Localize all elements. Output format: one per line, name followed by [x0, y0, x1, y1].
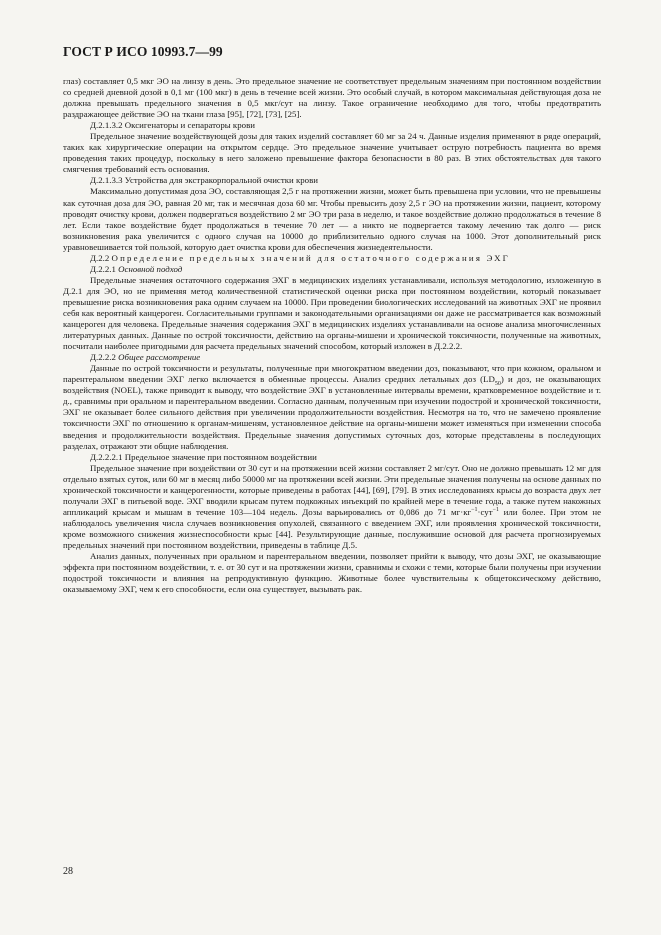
heading-d221-text: Основной подход [118, 263, 183, 274]
heading-d22-text: Определение предельных значений для остаточного содержания ЭХГ [111, 252, 510, 263]
ld-subscript: 50 [494, 381, 501, 388]
paragraph-eye-limit: глаз) составляет 0,5 мкг ЭО на линзу в день. Это предельное значение не соответствует предельным значениям при постоянном воздействии со средней дневной дозой в 0,1 мг (100 мкг) в день в течение всей жизни. Это особый случай, в котором максимальная действующая доза не должна превышать предельного значения в 0,5 мкг/сут на линзу. Такое ограничение необходимо для того, чтобы предотвратить раздражающее действие ЭО на ткани глаза [95], [72], [73], [25]. [63, 76, 601, 120]
paragraph-data-analysis: Анализ данных, полученных при оральном и парентеральном введении, позволяет прийти к выводу, что дозы ЭХГ, не оказывающие эффекта при постоянном воздействии, т. е. от 30 сут и на протяжении жизни, сравнимы и схожи с теми, которые были получены при изучении подострой токсичности и влияния на репродуктивную функцию. Животные более чувствительны к общетоксическому действию, оказываемому ЭХГ, чем к его способности, если она существует, вызывать рак. [63, 551, 601, 595]
heading-d22-number: Д.2.2 [90, 252, 110, 263]
paragraph-general-part-a: Данные по острой токсичности и результаты, полученные при многократном введении доз, показывают, что при кожном, оральном и парентеральном введении ЭХГ легко включается в обменные процессы. Анализ средних летальных доз (LD [63, 363, 601, 385]
paragraph-general-consideration [63, 363, 601, 451]
heading-d221 [63, 264, 601, 275]
paragraph-permanent-part-a: Предельное значение при воздействии от 30 сут и на протяжении всей жизни составляет 2 мг/сут. Оно не должно превышать 12 мг для отдельно взятых суток, или 60 мг в месяц либо 50000 мг на протяжении всей жизни. Эти предельные значения получены на основе данных по хронической токсичности и канцерогенности, которые приведены в работах [44], [69], [79]. В этих исследованиях крысы до возраста двух лет получали ЭХГ в питьевой воде. ЭХГ вводили крысам путем подкожных инъекций по крайней мере в течение года, а также путем накожных аппликаций крысам и мышам в течение 103—104 недель. Дозы варьировались от 0,086 до 71 мг·кг [63, 462, 601, 517]
heading-d22 [63, 253, 601, 264]
paragraph-permanent-exposure [63, 463, 601, 551]
document-body [63, 76, 601, 595]
heading-d2133: Д.2.1.3.3 Устройства для экстракорпоральной очистки крови [90, 175, 319, 186]
paragraph-oxygenators: Предельное значение воздействующей дозы для таких изделий составляет 60 мг за 24 ч. Данные изделия применяют в ряде операций, таких как хирургические операции на открытом сердце. Это предельное значение учитывает острую потребность пациента во время проведения таких процедур, поскольку в него заложено превышение фактора безопасности в 80 раз. В этих обстоятельствах для такого смягчения требований есть основания. [63, 131, 601, 175]
unit-superscript-2: −1 [492, 506, 499, 513]
paragraph-general-part-b: ) и доз, не оказывающих воздействия (NOEL), также приводит к выводу, что воздействие ЭХГ в установленные интервалы времени, кратковременное воздействие и т. д., сравнимы при оральном и парентеральном введении. Согласно данным, полученным при изучении подострой и хронической токсичности, ЭХГ не оказывает более сильного действия при увеличении продолжительности воздействия. Несмотря на то, что не замечено проявление токсичности ЭХГ по отношению к органам-мишеням, установленное действие на органы-мишени может изменяться при изменении способа введения и продолжительности воздействия. Предельные значения допустимых суточных доз, которые представлены в последующих разделах, отражают эти общие наблюдения. [63, 374, 601, 451]
heading-d222 [63, 352, 601, 363]
running-header: ГОСТ Р ИСО 10993.7—99 [63, 44, 223, 59]
unit-day: ·сут [477, 506, 493, 517]
heading-d222-number: Д.2.2.2 [90, 352, 116, 363]
unit-superscript-1: −1 [471, 506, 478, 513]
heading-d221-number: Д.2.2.1 [90, 263, 116, 274]
heading-d2132: Д.2.1.3.2 Оксигенаторы и сепараторы крови [90, 120, 255, 131]
paragraph-basic-approach: Предельные значения остаточного содержания ЭХГ в медицинских изделиях устанавливали, используя методологию, изложенную в Д.2.1 для ЭО, но не применяя метод количественной статистической оценки риска при постоянном воздействии, который показывает превышение риска возникновения рака одним случаем на 10000. При проведении биологических исследований на животных ЭХГ не проявил себя как вероятный канцероген. Согласительными группами и законодательными организациями он даже не рассматривается как возможный канцероген для человека. Предельные значения содержания ЭХГ в медицинских изделиях устанавливали на основе анализа многочисленных литературных данных. Данные по острой токсичности, действию на органы-мишени и хронической токсичности, полученные на животных, посчитали наиболее пригодными для расчета предельных значений способом, который изложен в Д.2.2.2. [63, 274, 601, 352]
paragraph-extracorporeal: Максимально допустимая доза ЭО, составляющая 2,5 г на протяжении жизни, может быть превышена при условии, что не превышены как суточная доза для ЭО, равная 20 мг, так и месячная доза 60 мг. Чтобы превысить дозу 2,5 г ЭО на протяжении жизни, пациент, которому проводят очистку крови, должен подвергаться воздействию 2 мг ЭО три раза в неделю, и такое воздействие должно продолжаться в течение 8 лет. Если такое воздействие будет продолжаться в течение 70 лет — а никто не подвергается такому лечению так долго — риск возникновения рака увеличится с одного случая на 10000 до приблизительно одного случая на 1000. Этот дополнительный риск уравновешивается той пользой, которую дает очистка крови для обеспечения жизнедеятельности. [63, 186, 601, 252]
heading-d222-text: Общее рассмотрение [118, 352, 201, 363]
heading-d2221: Д.2.2.2.1 Предельное значение при постоянном воздействии [90, 451, 317, 462]
paragraph-permanent-part-b: или более. При этом не наблюдалось увеличения числа случаев возникновения опухолей, связанного с введением ЭХГ, или проявления хронической токсичности, кроме возможного снижения жизнеспособности крыс [44]. Результирующие данные, послужившие основой для расчета прогнозируемых предельных значений при постоянном воздействии, приведены в таблице Д.5. [63, 506, 601, 550]
page-number: 28 [63, 866, 73, 877]
